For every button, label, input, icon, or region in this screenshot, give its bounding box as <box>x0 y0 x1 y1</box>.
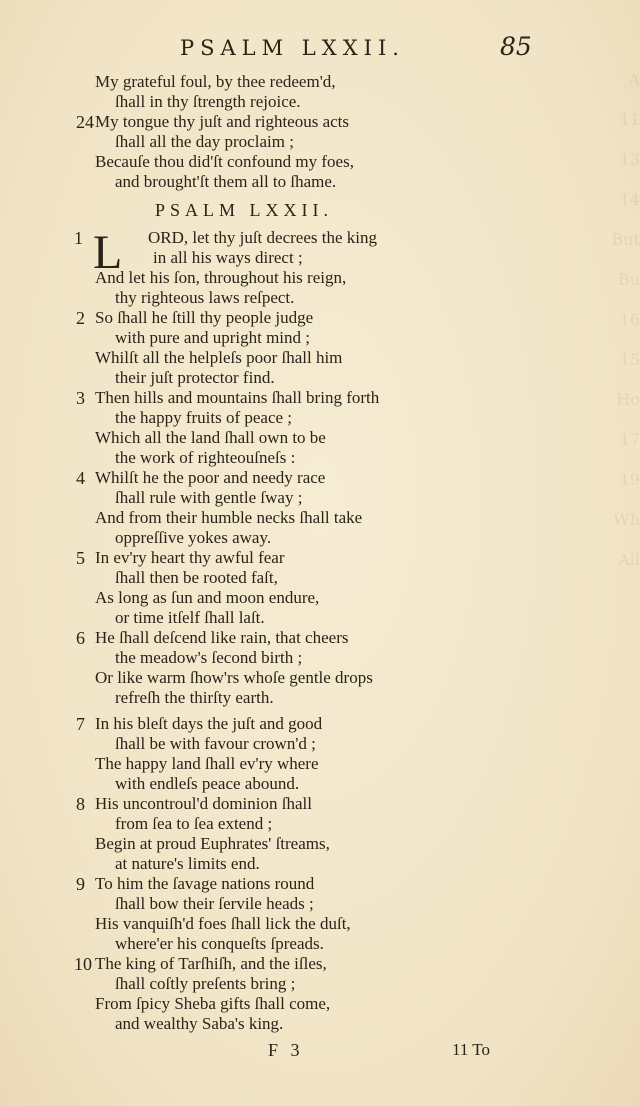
verse-line: from ſea to ſea extend ; <box>115 814 273 833</box>
bleed-line: 16 <box>619 310 640 329</box>
verse-line: the work of righteouſneſs : <box>115 448 296 467</box>
verse-line: ſhall bow their ſervile heads ; <box>115 894 314 913</box>
bleed-line: 15 <box>619 350 640 369</box>
verse-line: ſhall then be rooted faſt, <box>115 568 278 587</box>
verse-line: oppreſſive yokes away. <box>115 528 272 547</box>
verse-line: and wealthy Saba's king. <box>115 1014 284 1033</box>
catchword: 11 To <box>452 1040 491 1059</box>
stanza-line: and brought'ſt them all to ſhame. <box>115 172 337 191</box>
stanza-line: ſhall all the day proclaim ; <box>115 132 294 151</box>
bleed-line: 19 Wh <box>613 470 640 529</box>
verse-number: 8 <box>76 794 85 814</box>
verse-line: In ev'ry heart thy awful fear <box>95 548 285 567</box>
verse-number: 7 <box>76 714 85 734</box>
verse-line: or time itſelf ſhall laſt. <box>115 608 265 627</box>
verse-line: thy righteous laws reſpect. <box>115 288 295 307</box>
psalm-heading: PSALM LXXII. <box>155 200 334 220</box>
verse-number: 9 <box>76 874 85 894</box>
verse-line: In his bleſt days the juſt and good <box>95 714 323 733</box>
signature-mark: F 3 <box>268 1040 304 1060</box>
stanza-line: My tongue thy juſt and righteous acts <box>95 112 350 131</box>
stanza-line: My grateful foul, by thee redeem'd, <box>95 72 336 91</box>
verse-number: 4 <box>76 468 85 488</box>
verse-line: ORD, let thy juſt decrees the king <box>148 228 377 247</box>
stanza-line: Becauſe thou did'ſt confound my foes, <box>95 152 354 171</box>
verse-line: at nature's limits end. <box>115 854 260 873</box>
verse-line: the meadow's ſecond birth ; <box>115 648 303 667</box>
verse-line: His uncontroul'd dominion ſhall <box>95 794 312 813</box>
verse-line: ſhall be with favour crown'd ; <box>115 734 316 753</box>
running-head <box>0 32 640 62</box>
stanza-line: ſhall in thy ſtrength rejoice. <box>115 92 301 111</box>
verse-line: The king of Tarſhiſh, and the iſles, <box>95 954 327 973</box>
verse-number: 5 <box>76 548 85 568</box>
bleed-line: Ho <box>616 390 640 409</box>
verse-line: From ſpicy Sheba gifts ſhall come, <box>95 994 331 1013</box>
verse-line: ſhall coſtly preſents bring ; <box>115 974 296 993</box>
verse-number: 2 <box>76 308 85 328</box>
verse-line: their juſt protector find. <box>115 368 275 387</box>
verse-line: with endleſs peace abound. <box>115 774 300 793</box>
verse-line: Whilſt he the poor and needy race <box>95 468 326 487</box>
bleed-through-text <box>600 60 640 569</box>
bleed-line: All <box>618 550 640 569</box>
verse-line: refreſh the thirſty earth. <box>115 688 274 707</box>
bleed-line: A <box>628 70 640 89</box>
verse-line: Begin at proud Euphrates' ſtreams, <box>95 834 330 853</box>
verse-number: 24 <box>76 112 94 132</box>
verse-line: As long as ſun and moon endure, <box>95 588 320 607</box>
bleed-line: 17 <box>619 430 640 449</box>
verse-line: ſhall rule with gentle ſway ; <box>115 488 303 507</box>
bleed-line: 14 But <box>611 190 640 249</box>
verse-line: Which all the land ſhall own to be <box>95 428 326 447</box>
verse-line: To him the ſavage nations round <box>95 874 315 893</box>
bleed-line: 13 <box>619 150 640 169</box>
verse-line: So ſhall he ſtill thy people judge <box>95 308 314 327</box>
drop-cap: L <box>93 226 123 279</box>
verse-line: in all his ways direct ; <box>153 248 303 267</box>
verse-line: where'er his conqueſts ſpreads. <box>115 934 324 953</box>
verse-number: 10 <box>74 954 92 974</box>
page-number: 85 <box>500 32 532 61</box>
running-title: PSALM LXXII. <box>180 36 405 60</box>
verse-number: 3 <box>76 388 85 408</box>
verse-line: the happy fruits of peace ; <box>115 408 293 427</box>
verse-line: Or like warm ſhow'rs whoſe gentle drops <box>95 668 373 687</box>
bleed-line: 11 <box>619 110 640 129</box>
verse-number: 1 <box>74 228 83 248</box>
verse-line: And let his ſon, throughout his reign, <box>95 268 347 287</box>
verse-number: 6 <box>76 628 85 648</box>
bleed-line: Bu <box>617 270 640 289</box>
verse-line: His vanquiſh'd foes ſhall lick the duſt, <box>95 914 351 933</box>
verse-line: Whilſt all the helpleſs poor ſhall him <box>95 348 343 367</box>
verse-line: He ſhall deſcend like rain, that cheers <box>95 628 349 647</box>
verse-line: with pure and upright mind ; <box>115 328 311 347</box>
verse-line: And from their humble necks ſhall take <box>95 508 363 527</box>
verse-line: The happy land ſhall ev'ry where <box>95 754 319 773</box>
verse-line: Then hills and mountains ſhall bring forth <box>95 388 380 407</box>
